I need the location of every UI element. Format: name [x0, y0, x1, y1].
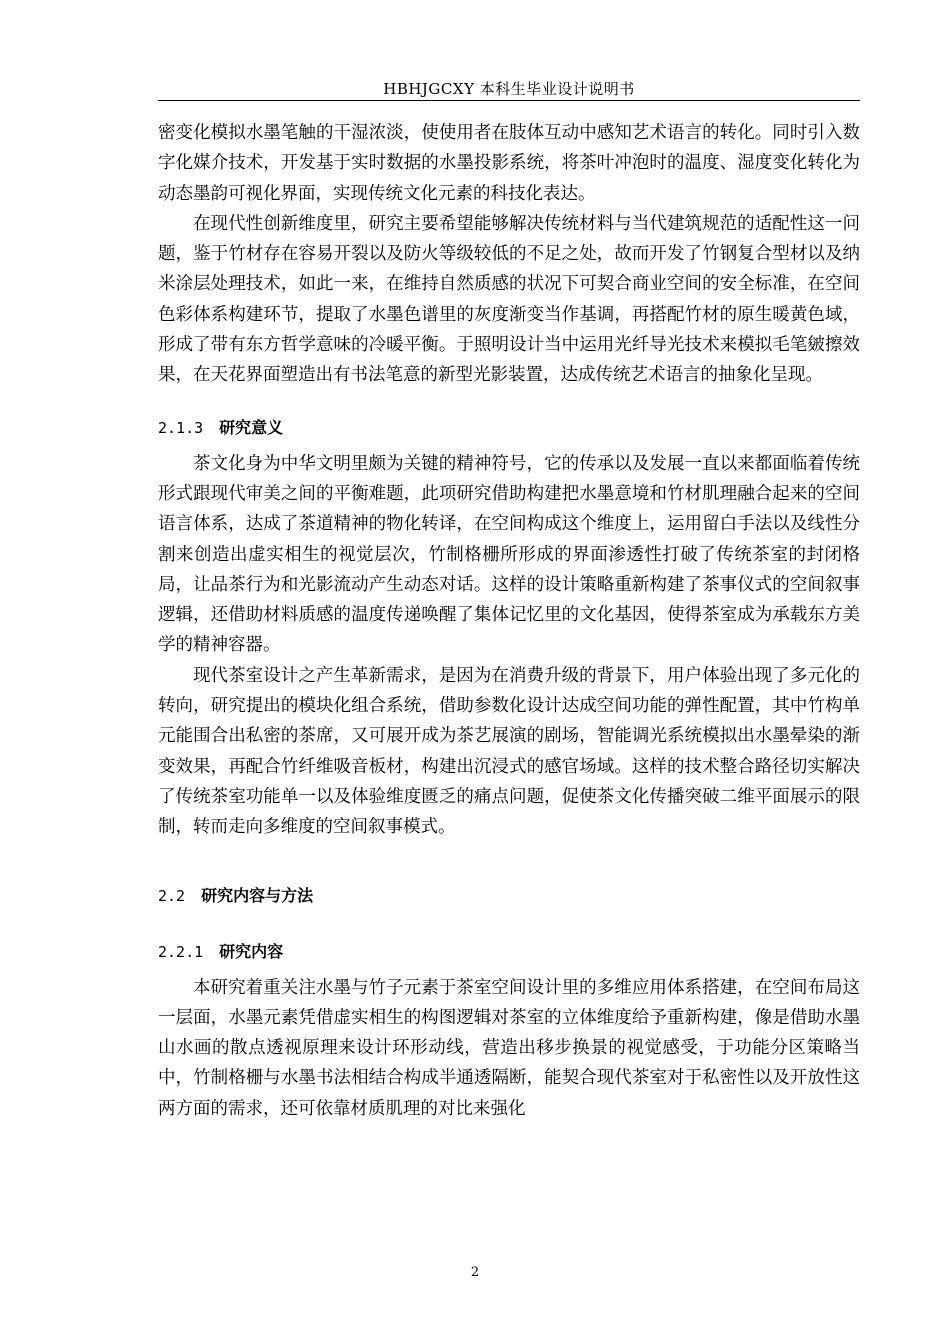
section-heading-2-2-1 — [158, 937, 860, 967]
section-title: 研究内容与方法 — [201, 885, 314, 905]
section-title: 研究内容 — [219, 941, 284, 961]
header-divider — [158, 100, 860, 101]
page-header: HBHJGCXY 本科生毕业设计说明书 — [383, 80, 635, 98]
section-number: 2.1.3 — [158, 418, 204, 437]
section-number: 2.2 — [158, 886, 186, 905]
page-number: 2 — [470, 1265, 480, 1280]
paragraph-modern-innovation: 在现代性创新维度里，研究主要希望能够解决传统材料与当代建筑规范的适配性这一问题，鉴于竹材存在容易开裂以及防火等级较低的不足之处，故而开发了竹钢复合型材以及纳米涂层处理技术，如此一来，在维持自然质感的状况下可契合商业空间的安全标准，在空间色彩体系构建环节，提取了水墨色谱里的灰度渐变当作基调，再搭配竹材的原生暖黄色域，形成了带有东方哲学意味的冷暖平衡。于照明设计当中运用光纤导光技术来模拟毛笔皴擦效果，在天花界面塑造出有书法笔意的新型光影装置，达成传统艺术语言的抽象化呈现。 — [158, 213, 860, 386]
section-heading-2-2 — [158, 881, 860, 911]
document-body — [158, 118, 860, 1124]
section-heading-2-1-3 — [158, 413, 860, 443]
paragraph-research-content: 本研究着重关注水墨与竹子元素于茶室空间设计里的多维应用体系搭建，在空间布局这一层面，水墨元素凭借虚实相生的构图逻辑对茶室的立体维度给予重新构建，像是借助水墨山水画的散点透视原理来设计环形动线，营造出移步换景的视觉感受，于功能分区策略当中，竹制格栅与水墨书法相结合构成半通透隔断，能契合现代茶室对于私密性以及开放性这两方面的需求，还可依靠材质肌理的对比来强化 — [158, 977, 860, 1119]
section-number: 2.2.1 — [158, 942, 204, 961]
paragraph-significance-2: 现代茶室设计之产生革新需求，是因为在消费升级的背景下，用户体验出现了多元化的转向，研究提出的模块化组合系统，借助参数化设计达成空间功能的弹性配置，其中竹构单元能围合出私密的茶席，又可展开成为茶艺展演的剧场，智能调光系统模拟出水墨晕染的渐变效果，再配合竹纤维吸音板材，构建出沉浸式的感官场域。这样的技术整合路径切实解决了传统茶室功能单一以及体验维度匮乏的痛点问题，促使茶文化传播突破二维平面展示的限制，转而走向多维度的空间叙事模式。 — [158, 665, 860, 838]
section-title: 研究意义 — [219, 417, 284, 437]
paragraph-continuation: 密变化模拟水墨笔触的干湿浓淡，使使用者在肢体互动中感知艺术语言的转化。同时引入数字化媒介技术，开发基于实时数据的水墨投影系统，将茶叶冲泡时的温度、湿度变化转化为动态墨韵可视化界面，实现传统文化元素的科技化表达。 — [158, 123, 860, 204]
paragraph-significance-1: 茶文化身为中华文明里颇为关键的精神符号，它的传承以及发展一直以来都面临着传统形式跟现代审美之间的平衡难题，此项研究借助构建把水墨意境和竹材肌理融合起来的空间语言体系，达成了茶道精神的物化转译，在空间构成这个维度上，运用留白手法以及线性分割来创造出虚实相生的视觉层次，竹制格栅所形成的界面渗透性打破了传统茶室的封闭格局，让品茶行为和光影流动产生动态对话。这样的设计策略重新构建了茶事仪式的空间叙事逻辑，还借助材料质感的温度传递唤醒了集体记忆里的文化基因，使得茶室成为承载东方美学的精神容器。 — [158, 453, 860, 656]
